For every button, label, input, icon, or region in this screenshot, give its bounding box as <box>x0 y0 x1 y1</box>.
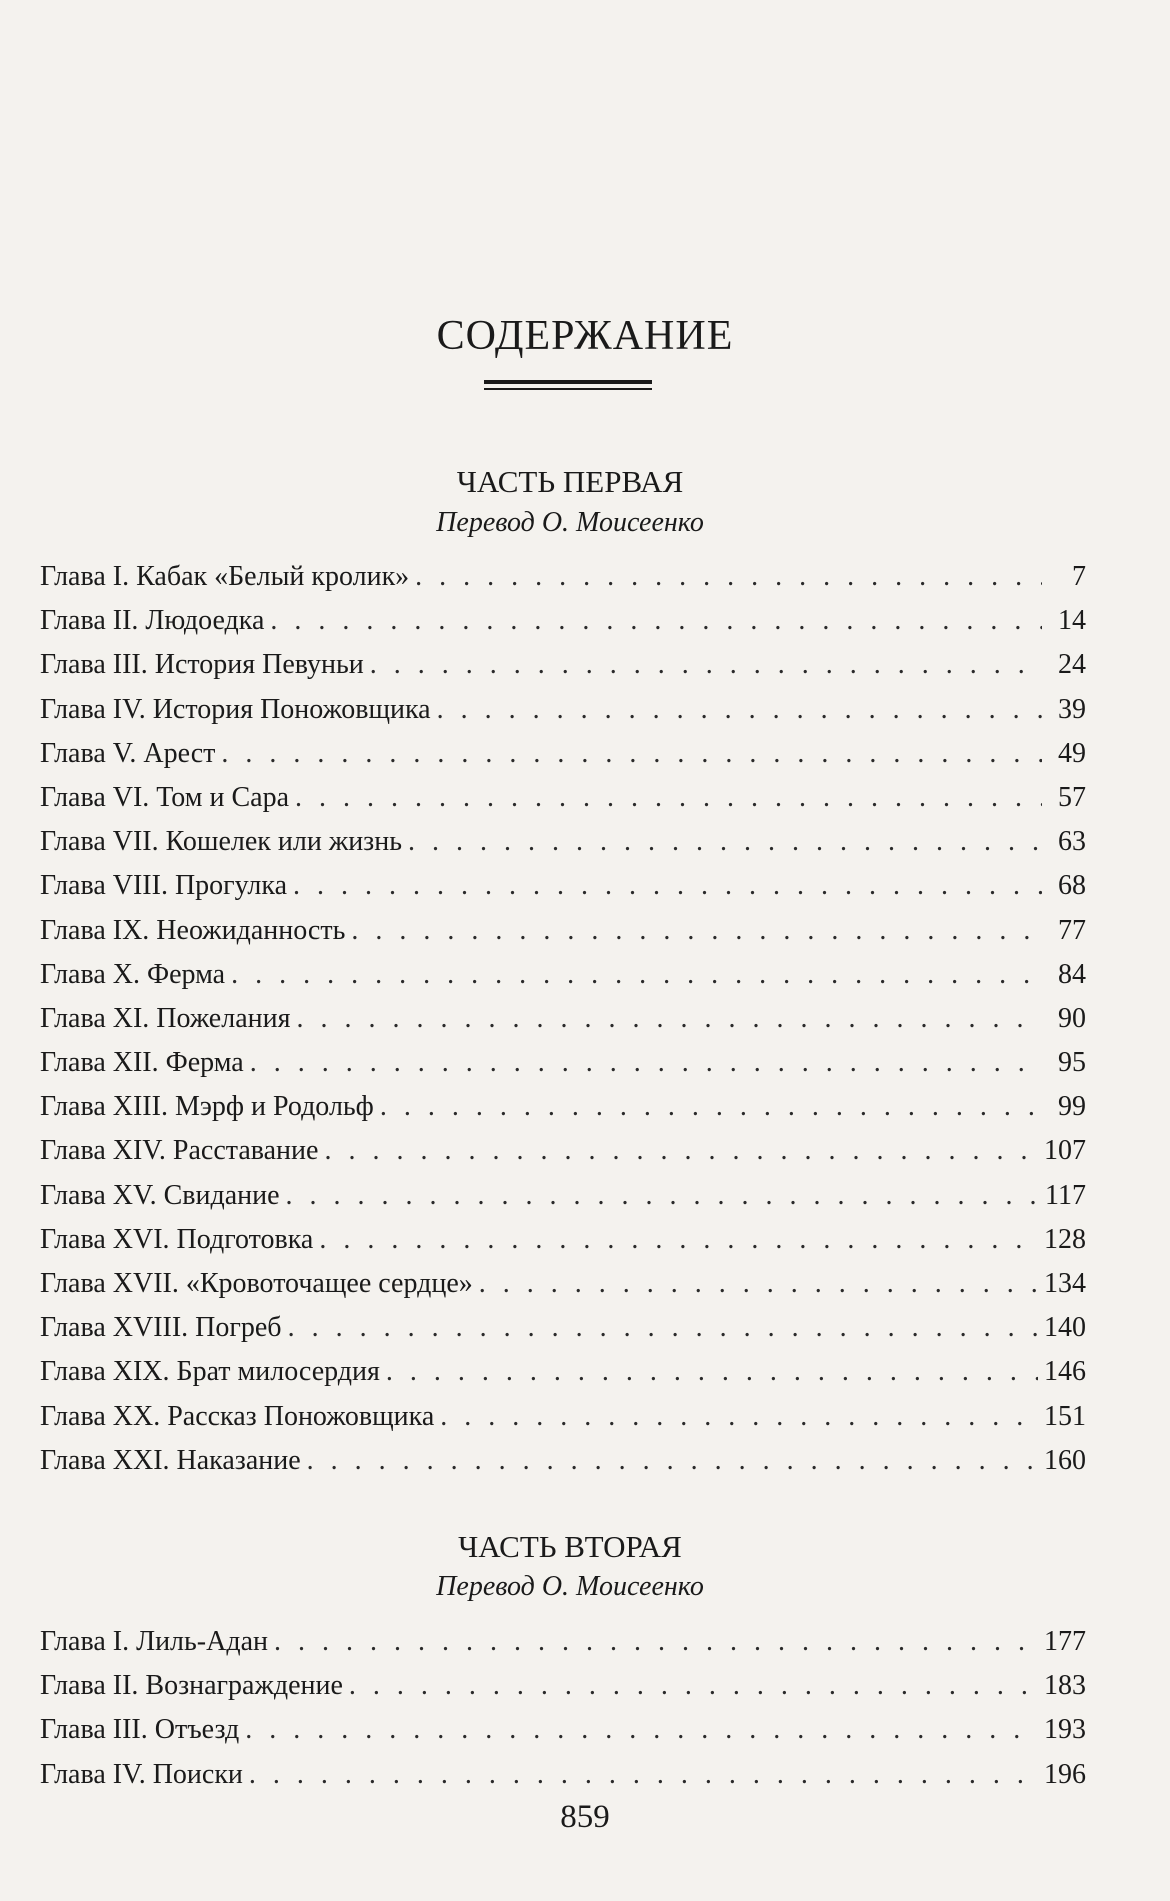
part-2-translator: Перевод О. Моисеенко <box>436 1571 704 1602</box>
dot-leader <box>437 688 1042 732</box>
toc-entry[interactable] <box>40 820 1086 864</box>
toc-entry[interactable] <box>40 688 1086 732</box>
dot-leader <box>221 732 1042 776</box>
chapter-page: 57 <box>1058 781 1086 813</box>
chapter-page: 107 <box>1044 1135 1086 1167</box>
dot-leader <box>293 864 1042 908</box>
chapter-page: 84 <box>1058 958 1086 990</box>
toc-entry[interactable] <box>40 1085 1086 1129</box>
heading-rule-thin <box>484 388 652 390</box>
heading-rule-thick <box>484 380 652 384</box>
chapter-page: 39 <box>1058 693 1086 725</box>
toc-entry[interactable] <box>40 953 1086 997</box>
dot-leader <box>274 1620 1038 1664</box>
chapter-title: Глава XII. Ферма <box>40 1047 244 1079</box>
chapter-title: Глава XV. Свидание <box>40 1179 280 1211</box>
toc-entry[interactable] <box>40 555 1086 599</box>
dot-leader <box>324 1129 1038 1173</box>
dot-leader <box>231 953 1042 997</box>
dot-leader <box>295 776 1042 820</box>
chapter-page: 49 <box>1058 737 1086 769</box>
dot-leader <box>440 1395 1038 1439</box>
toc-entry[interactable] <box>40 1174 1086 1218</box>
part-2-title: ЧАСТЬ ВТОРАЯ <box>458 1529 682 1564</box>
toc-entry[interactable] <box>40 643 1086 687</box>
dot-leader <box>270 599 1042 643</box>
toc-entry[interactable] <box>40 1041 1086 1085</box>
chapter-title: Глава XIV. Расставание <box>40 1135 319 1167</box>
chapter-page: 128 <box>1044 1223 1086 1255</box>
contents-heading: СОДЕРЖАНИЕ <box>436 313 734 359</box>
dot-leader <box>386 1350 1038 1394</box>
dot-leader <box>296 997 1042 1041</box>
dot-leader <box>249 1753 1038 1797</box>
chapter-title: Глава XI. Пожелания <box>40 1002 291 1034</box>
chapter-title: Глава VII. Кошелек или жизнь <box>40 826 402 858</box>
toc-entry[interactable] <box>40 1395 1086 1439</box>
toc-entry[interactable] <box>40 1306 1086 1350</box>
chapter-title: Глава II. Людоедка <box>40 605 265 637</box>
toc-entry[interactable] <box>40 599 1086 643</box>
toc-entry[interactable] <box>40 1708 1086 1752</box>
chapter-title: Глава XX. Рассказ Поножовщика <box>40 1400 435 1432</box>
dot-leader <box>319 1218 1038 1262</box>
chapter-page: 177 <box>1044 1626 1086 1657</box>
chapter-page: 63 <box>1058 826 1086 858</box>
chapter-page: 146 <box>1044 1356 1086 1388</box>
chapter-page: 7 <box>1072 561 1086 592</box>
chapter-title: Глава XXI. Наказание <box>40 1444 301 1476</box>
chapter-title: Глава II. Вознаграждение <box>40 1670 343 1702</box>
toc-entry[interactable] <box>40 776 1086 820</box>
dot-leader <box>288 1306 1038 1350</box>
part-1-title: ЧАСТЬ ПЕРВАЯ <box>456 464 684 499</box>
chapter-page: 14 <box>1058 605 1086 637</box>
chapter-page: 90 <box>1058 1002 1086 1034</box>
dot-leader <box>286 1174 1039 1218</box>
toc-entry[interactable] <box>40 1218 1086 1262</box>
chapter-title: Глава IV. История Поножовщика <box>40 693 431 725</box>
chapter-page: 140 <box>1044 1312 1086 1344</box>
chapter-page: 160 <box>1044 1444 1086 1476</box>
chapter-title: Глава III. История Певуньи <box>40 649 364 681</box>
chapter-title: Глава III. Отъезд <box>40 1714 240 1746</box>
toc-entry[interactable] <box>40 1620 1086 1664</box>
part-1-chapter-list <box>40 555 1086 1483</box>
toc-entry[interactable] <box>40 1129 1086 1173</box>
chapter-page: 24 <box>1058 649 1086 681</box>
dot-leader <box>370 643 1042 687</box>
chapter-page: 151 <box>1044 1400 1086 1432</box>
chapter-title: Глава XIX. Брат милосердия <box>40 1356 380 1388</box>
toc-entry[interactable] <box>40 909 1086 953</box>
chapter-page: 193 <box>1044 1714 1086 1746</box>
dot-leader <box>408 820 1042 864</box>
chapter-page: 99 <box>1058 1091 1086 1123</box>
dot-leader <box>245 1708 1038 1752</box>
chapter-page: 196 <box>1044 1758 1086 1790</box>
chapter-title: Глава XVIII. Погреб <box>40 1312 282 1344</box>
dot-leader <box>415 555 1042 599</box>
dot-leader <box>250 1041 1042 1085</box>
chapter-page: 68 <box>1058 870 1086 902</box>
chapter-page: 77 <box>1058 914 1086 946</box>
toc-entry[interactable] <box>40 864 1086 908</box>
chapter-title: Глава VI. Том и Сара <box>40 781 290 813</box>
toc-entry[interactable] <box>40 997 1086 1041</box>
toc-entry[interactable] <box>40 1350 1086 1394</box>
toc-entry[interactable] <box>40 732 1086 776</box>
chapter-title: Глава I. Кабак «Белый кролик» <box>40 561 410 592</box>
toc-entry[interactable] <box>40 1664 1086 1708</box>
dot-leader <box>380 1085 1042 1129</box>
page-number: 859 <box>560 1799 610 1835</box>
chapter-title: Глава V. Арест <box>40 737 216 769</box>
chapter-page: 95 <box>1058 1047 1086 1079</box>
part-1-translator: Перевод О. Моисеенко <box>436 507 704 538</box>
toc-entry[interactable] <box>40 1753 1086 1797</box>
dot-leader <box>479 1262 1038 1306</box>
chapter-title: Глава XVII. «Кровоточащее сердце» <box>40 1268 473 1299</box>
dot-leader <box>351 909 1042 953</box>
chapter-page: 134 <box>1044 1268 1086 1299</box>
chapter-page: 117 <box>1045 1179 1086 1211</box>
chapter-title: Глава X. Ферма <box>40 958 226 990</box>
chapter-title: Глава VIII. Прогулка <box>40 870 288 902</box>
chapter-title: Глава XIII. Мэрф и Родольф <box>40 1091 374 1123</box>
part-2-chapter-list <box>40 1620 1086 1797</box>
chapter-title: Глава IV. Поиски <box>40 1758 243 1790</box>
dot-leader <box>349 1664 1038 1708</box>
dot-leader <box>307 1439 1038 1483</box>
chapter-title: Глава I. Лиль-Адан <box>40 1626 269 1657</box>
chapter-title: Глава XVI. Подготовка <box>40 1223 314 1255</box>
chapter-title: Глава IX. Неожиданность <box>40 914 346 946</box>
toc-entry[interactable] <box>40 1262 1086 1306</box>
toc-entry[interactable] <box>40 1439 1086 1483</box>
chapter-page: 183 <box>1044 1670 1086 1702</box>
